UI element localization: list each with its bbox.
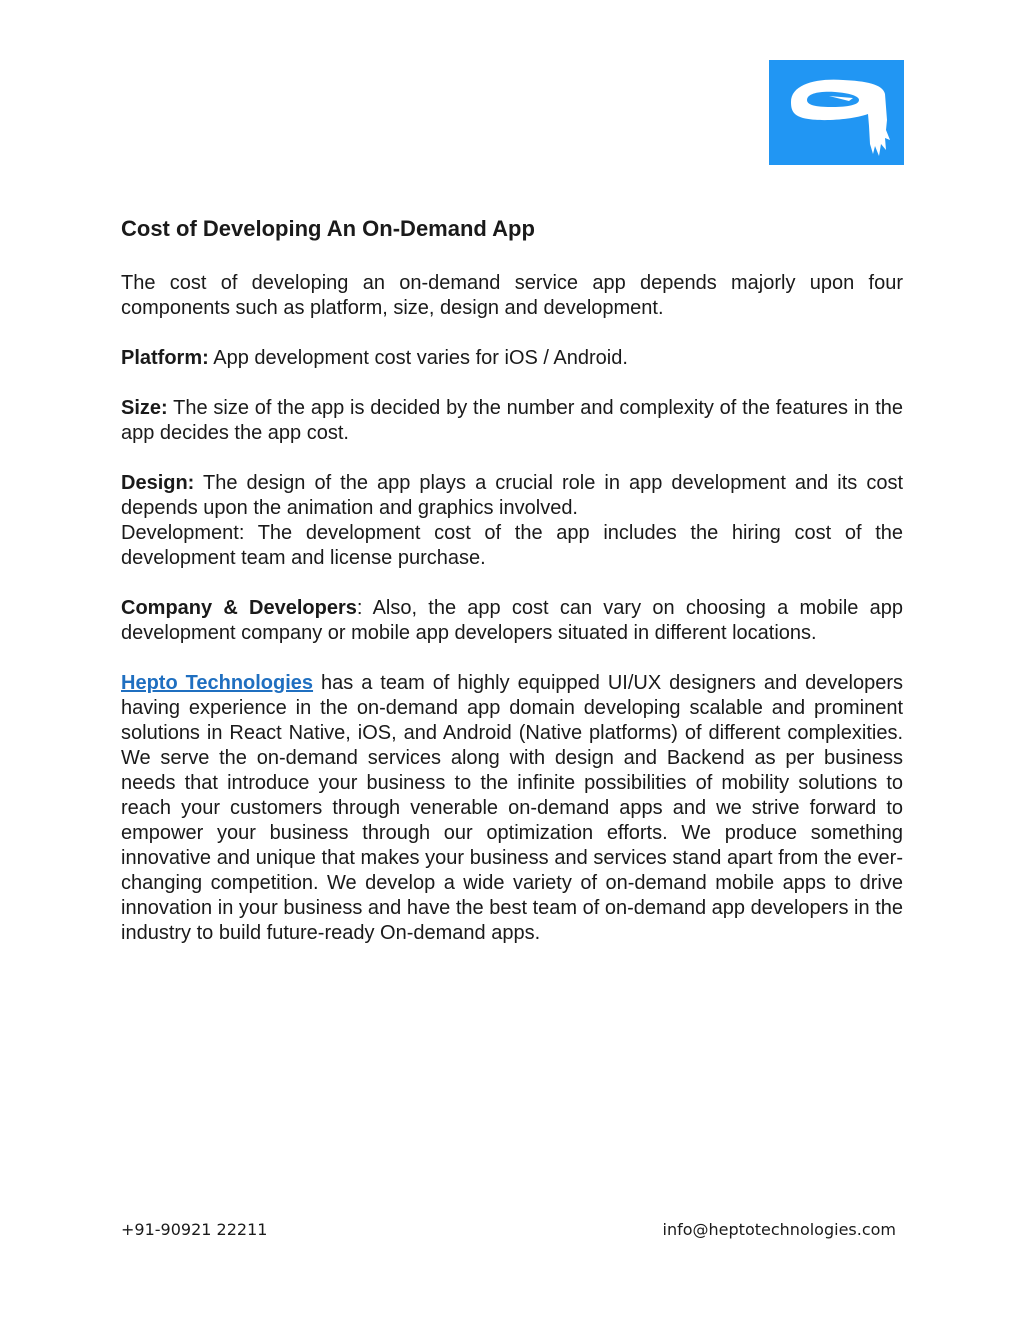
hepto-logo-icon [769,60,904,165]
hepto-technologies-link[interactable]: Hepto Technologies [121,672,314,694]
intro-paragraph: The cost of developing an on-demand service app depends majorly upon four components such as platform, size, design and development. [121,272,903,319]
platform-paragraph [121,346,903,371]
size-label: Size: [121,397,168,419]
platform-label: Platform: [121,347,209,369]
company-label: Company & Developers [121,597,357,619]
company-text: : Also, the app cost can vary on choosing a mobile app development company or mobile app developers situated in different locations. [121,597,903,644]
size-paragraph [121,396,903,446]
size-text: The size of the app is decided by the number and complexity of the features in the app decides the app cost. [121,397,903,444]
design-label: Design: [121,472,195,494]
design-paragraph [121,471,903,521]
platform-text: App development cost varies for iOS / Android. [208,347,628,369]
hepto-paragraph [121,671,903,946]
footer-email: info@heptotechnologies.com [662,1220,896,1239]
document-body [121,214,903,971]
document-title: Cost of Developing An On-Demand App [121,216,535,241]
hepto-text: has a team of highly equipped UI/UX designers and developers having experience in the on-demand app domain developing scalable and prominent solutions in React Native, iOS, and Android (Native platforms) of different complexities. We serve the on-demand services along with design and Backend as per business needs that introduce your business to the infinite possibilities of mobility solutions to reach your customers through venerable on-demand apps and we strive forward to empower your business through our optimization efforts. We produce something innovative and unique that makes your business and services stand apart from the ever-changing competition. We develop a wide variety of on-demand mobile apps to drive innovation in your business and have the best team of on-demand app developers in the industry to build future-ready On-demand apps. [121,672,903,944]
footer-phone: +91-90921 22211 [121,1220,268,1239]
development-paragraph: Development: The development cost of the app includes the hiring cost of the development team and license purchase. [121,522,903,569]
company-paragraph [121,596,903,646]
design-text: The design of the app plays a crucial role in app development and its cost depends upon the animation and graphics involved. [121,472,903,519]
